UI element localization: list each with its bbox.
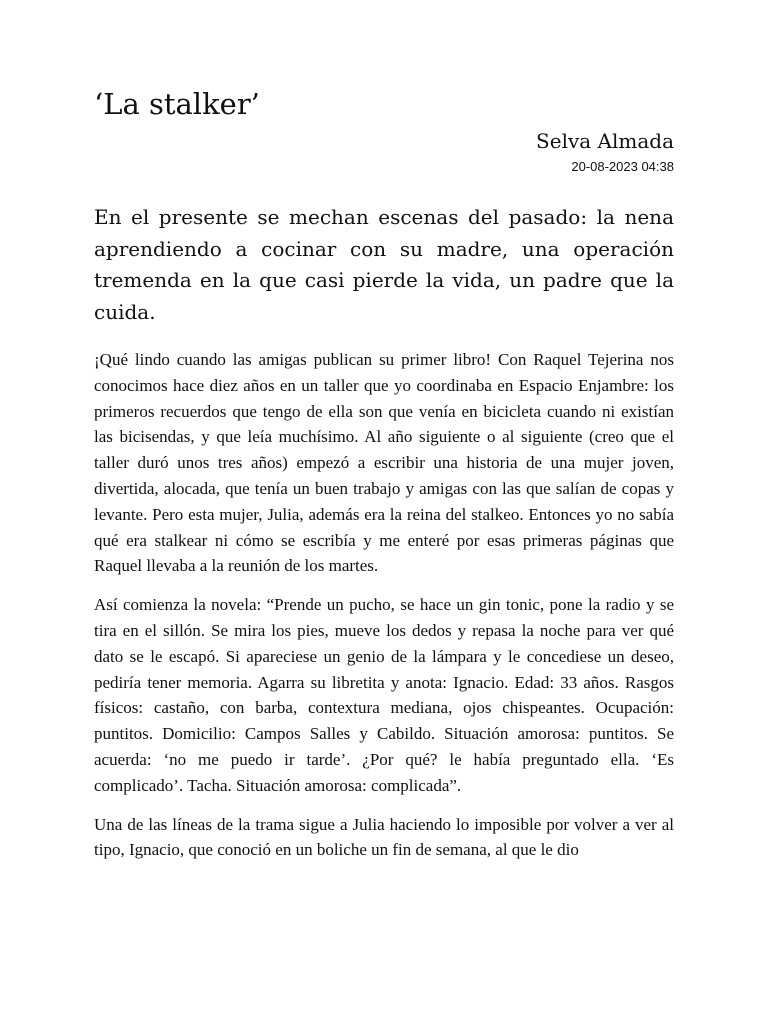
article-title: ‘La stalker’	[94, 87, 260, 121]
body-paragraph: Una de las líneas de la trama sigue a Julia haciendo lo imposible por volver a ver al tipo, Ignacio, que conoció en un boliche un fin de semana, al que le dio	[94, 814, 674, 860]
body-paragraph: ¡Qué lindo cuando las amigas publican su primer libro! Con Raquel Tejerina nos conocimos hace diez años en un taller que yo coordinaba en Espacio Enjambre: los primeros recuerdos que tengo de ella son que venía en bicicleta cuando ni existían las bicisendas, y que leía muchísimo. Al año siguiente o al siguiente (creo que el taller duró unos tres años) empezó a escribir una historia de una mujer joven, divertida, alocada, que tenía un buen trabajo y amigas con las que salían de copas y levante. Pero esta mujer, Julia, además era la reina del stalkeo. Entonces yo no sabía qué era stalkear ni cómo se escribía y me enteré por esas primeras páginas que Raquel llevaba a la reunión de los martes.	[94, 350, 674, 576]
body-paragraph: Así comienza la novela: “Prende un pucho, se hace un gin tonic, pone la radio y se tira en el sillón. Se mira los pies, mueve los dedos y repasa la noche para ver qué dato se le escapó. Si apareciese un genio de la lámpara y le concediese un deseo, pediría tener memoria. Agarra su libretita y anota: Ignacio. Edad: 33 años. Rasgos físicos: castaño, con barba, contextura mediana, ojos chispeantes. Ocupación: puntitos. Domicilio: Campos Salles y Cabildo. Situación amorosa: puntitos. Se acuerda: ‘no me puedo ir tarde’. ¿Por qué? le había preguntado ella. ‘Es complicado’. Tacha. Situación amorosa: complicada”.	[94, 595, 674, 795]
article-lead: En el presente se mechan escenas del pasado: la nena aprendiendo a cocinar con su madre, una operación tremenda en la que casi pierde la vida, un padre que la cuida.	[94, 205, 674, 324]
article-date: 20-08-2023 04:38	[571, 159, 674, 174]
article-author[interactable]: Selva Almada	[536, 129, 674, 153]
article-body	[94, 347, 674, 876]
